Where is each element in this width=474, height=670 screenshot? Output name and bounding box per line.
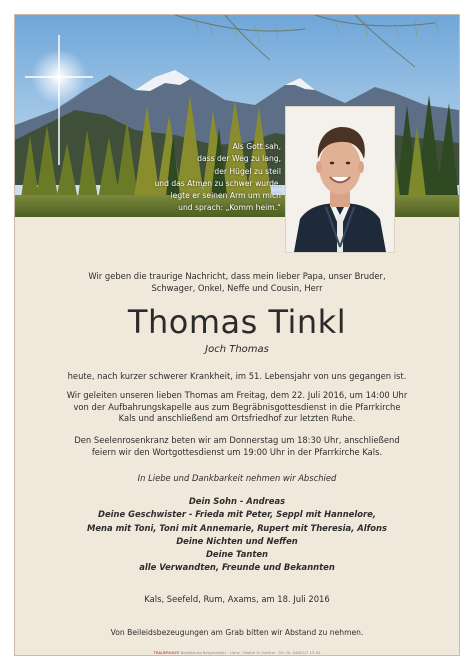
mourners-list xyxy=(15,495,459,575)
poem-line: Als Gott sah, xyxy=(232,142,281,151)
funeral-line: von der Aufbahrungskapelle aus zum Begräbnisgottesdienst in die Pfarrkirche xyxy=(73,401,401,412)
rosary-line: Den Seelenrosenkranz beten wir am Donnerstag um 18:30 Uhr, anschließend xyxy=(74,435,400,445)
footer-credit xyxy=(15,650,459,655)
farewell-text xyxy=(15,473,459,485)
mourner-line: Dein Sohn - Andreas xyxy=(188,496,286,506)
mourner-line: Deine Nichten und Neffen xyxy=(176,535,298,546)
poem-line: und sprach: „Komm heim.“ xyxy=(178,203,281,213)
mourner-line: alle Verwandten, Freunde und Bekannten xyxy=(139,562,335,573)
poem-line: legte er seinen Arm um mich xyxy=(170,191,281,201)
deceased-name: Thomas Tinkl xyxy=(127,303,347,341)
place-date-line: Kals, Seefeld, Rum, Axams, am 18. Juli 2016 xyxy=(144,594,330,604)
intro-line: Schwager, Onkel, Neffe und Cousin, Herr xyxy=(151,282,323,293)
condolence-line: Von Beileidsbezeugungen am Grab bitten wir Abstand zu nehmen. xyxy=(110,628,364,637)
poem-line: dass der Weg zu lang, xyxy=(197,154,281,164)
death-notice xyxy=(15,371,459,383)
mourner-line: Mena mit Toni, Toni mit Annemarie, Rupert mit Theresia, Alfons xyxy=(87,522,387,533)
footer-text: Bestattung Bergmeister · Lienz · Matrei in Osttirol · Tel. Nr. 04852/7 13 00 xyxy=(180,650,321,655)
farewell-line: In Liebe und Dankbarkeit nehmen wir Abschied xyxy=(137,473,337,483)
deceased-nickname: Joch Thomas xyxy=(205,344,269,355)
funeral-line: Wir geleiten unseren lieben Thomas am Freitag, dem 22. Juli 2016, um 14:00 Uhr xyxy=(66,390,408,400)
place-date xyxy=(15,594,459,606)
intro-text xyxy=(15,271,459,294)
poem-line: der Hügel zu steil xyxy=(214,166,281,176)
rosary-info xyxy=(15,435,459,458)
footer-brand: TRAUERHILFE xyxy=(153,650,180,655)
death-notice-line: heute, nach kurzer schwerer Krankheit, im 51. Lebensjahr von uns gegangen ist. xyxy=(67,371,407,381)
poem-line: und das Atmen zu schwer wurde, xyxy=(154,178,281,188)
condolence-request xyxy=(15,627,459,639)
funeral-info xyxy=(15,390,459,425)
funeral-line: Kals und anschließend am Ortsfriedhof zur letzten Ruhe. xyxy=(118,413,356,424)
mourner-line: Deine Tanten xyxy=(205,549,269,560)
poem-quote xyxy=(81,141,281,215)
rosary-line: feiern wir den Wortgottesdienst um 19:00 Uhr in der Pfarrkirche Kals. xyxy=(91,446,383,457)
intro-line: Wir geben die traurige Nachricht, dass mein lieber Papa, unser Bruder, xyxy=(88,271,386,281)
portrait-photo xyxy=(285,106,395,253)
mourner-line: Deine Geschwister - Frieda mit Peter, Seppl mit Hannelore, xyxy=(98,509,376,520)
obituary-card xyxy=(14,14,460,656)
